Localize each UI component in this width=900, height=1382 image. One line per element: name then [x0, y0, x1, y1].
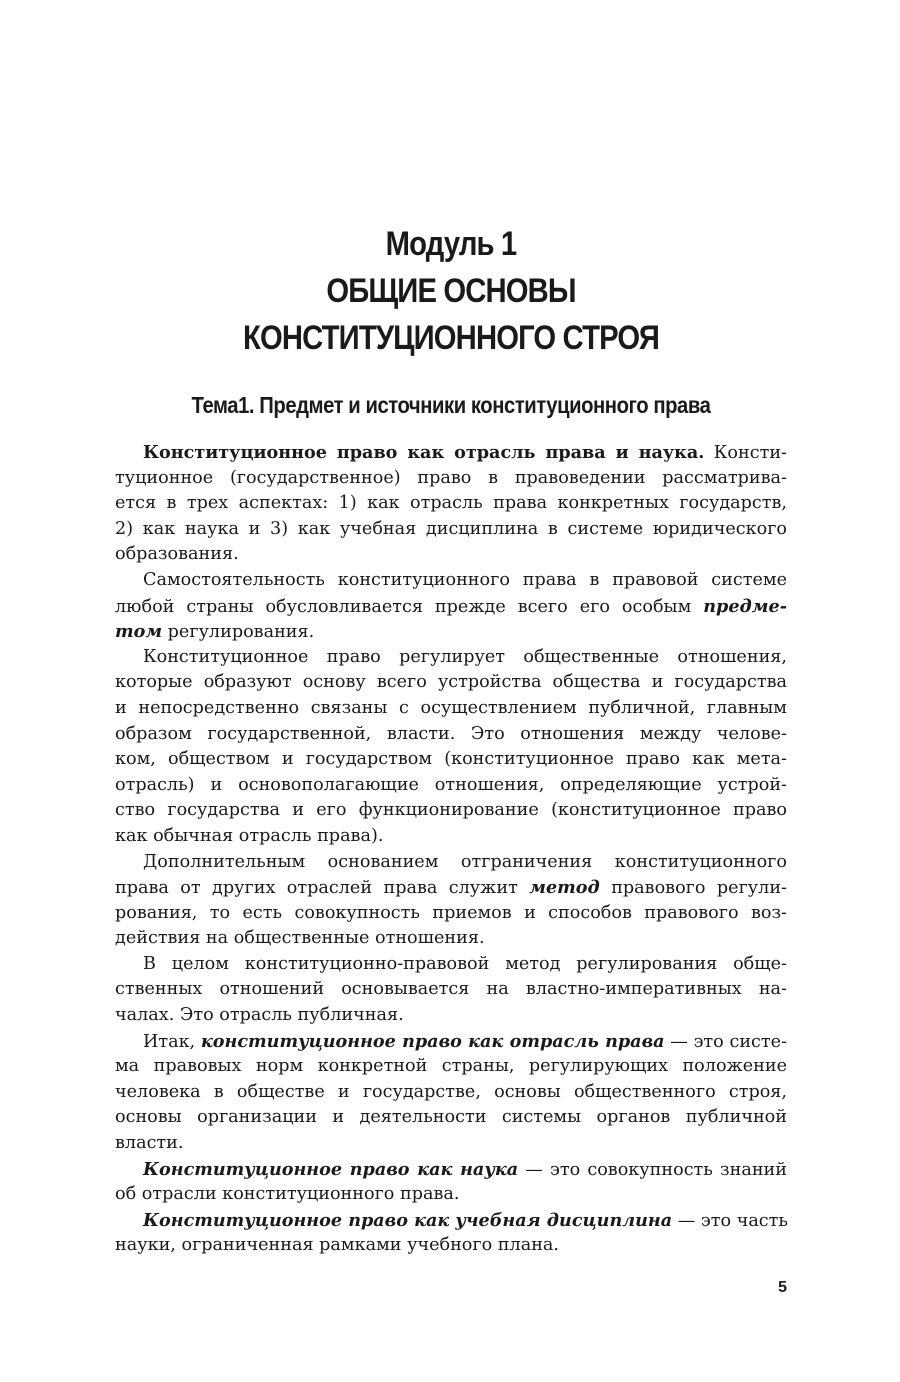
paragraph-line: образования.: [115, 544, 239, 565]
paragraph-line: Конституционное право регулирует общественные отношения,: [143, 646, 787, 667]
paragraph-line: ма правовых норм конкретной страны, регулирующих положение: [115, 1056, 787, 1077]
paragraph-line: власти.: [115, 1133, 184, 1154]
paragraph-line: права от других отраслей права служит метод правового регули-: [115, 877, 788, 899]
module-number: Модуль 1: [385, 225, 517, 263]
paragraph-line: Самостоятельность конституционного права в правовой системе: [143, 569, 787, 590]
module-title-line-2: КОНСТИТУЦИОННОГО СТРОЯ: [243, 319, 659, 357]
paragraph-line: действия на общественные отношения.: [115, 928, 485, 949]
paragraph-line: ется в трех аспектах: 1) как отрасль права конкретных государств,: [115, 493, 787, 514]
emphasis-term: метод: [529, 877, 600, 899]
module-heading: [162, 221, 740, 362]
emphasis-term: Конституционное право как учебная дисциплина: [143, 1209, 673, 1231]
paragraph-line: туционное (государственное) право в правоведении рассматрива-: [115, 467, 787, 488]
paragraph-line: ком, обществом и государством (конституционное право как мета-: [115, 749, 787, 770]
paragraph-line: об отрасли конституционного права.: [115, 1184, 460, 1205]
body-text: [115, 440, 787, 1259]
paragraph-line: В целом конституционно-правовой метод регулирования обще-: [143, 953, 787, 974]
paragraph-line: основы организации и деятельности системы органов публичной: [115, 1107, 787, 1128]
paragraph-line: Конституционное право как отрасль права и наука. Консти-: [143, 442, 787, 463]
topic-heading: Тема1. Предмет и источники конституционного права: [191, 392, 711, 418]
paragraph-line: Конституционное право как наука — это совокупность знаний: [143, 1158, 787, 1180]
bold-term: Конституционное право как отрасль права и наука.: [143, 442, 705, 463]
emphasis-term: Конституционное право как наука: [143, 1158, 519, 1180]
paragraph-line: которые образуют основу всего устройства общества и государства: [115, 672, 787, 693]
paragraph-line: Дополнительным основанием отграничения конституционного: [143, 851, 787, 872]
paragraph-line: чалах. Это отрасль публичная.: [115, 1005, 404, 1026]
paragraph-line: любой страны обусловливается прежде всего его особым предме-: [115, 595, 787, 617]
paragraph-line: ственных отношений основывается на властно-императивных на-: [115, 979, 787, 1000]
paragraph-line: Конституционное право как учебная дисциплина — это часть: [143, 1209, 788, 1231]
document-page: [115, 0, 787, 1382]
emphasis-term: том: [115, 621, 163, 643]
paragraph-line: образом государственной, власти. Это отношения между челове-: [115, 723, 787, 744]
paragraph-line: Итак, конституционное право как отрасль права — это систе-: [143, 1030, 787, 1052]
paragraph-line: том регулирования.: [115, 621, 315, 643]
paragraph-line: отрасль) и основополагающие отношения, определяющие устрой-: [115, 774, 787, 795]
emphasis-term: предме-: [703, 595, 787, 617]
paragraph-line: рования, то есть совокупность приемов и способов правового воз-: [115, 902, 787, 923]
paragraph-line: человека в обществе и государстве, основы общественного строя,: [115, 1081, 787, 1102]
paragraph-line: ство государства и его функционирование (конституционное право: [115, 800, 787, 821]
module-title-line-1: ОБЩИЕ ОСНОВЫ: [326, 272, 576, 310]
page-number: 5: [778, 1279, 787, 1296]
paragraph-line: как обычная отрасль права).: [115, 825, 384, 846]
emphasis-term: конституционное право как отрасль права: [200, 1030, 665, 1052]
paragraph-line: 2) как наука и 3) как учебная дисциплина в системе юридического: [115, 518, 787, 539]
paragraph-line: и непосредственно связаны с осуществлением публичной, главным: [115, 697, 787, 718]
paragraph-line: науки, ограниченная рамками учебного плана.: [115, 1235, 560, 1256]
